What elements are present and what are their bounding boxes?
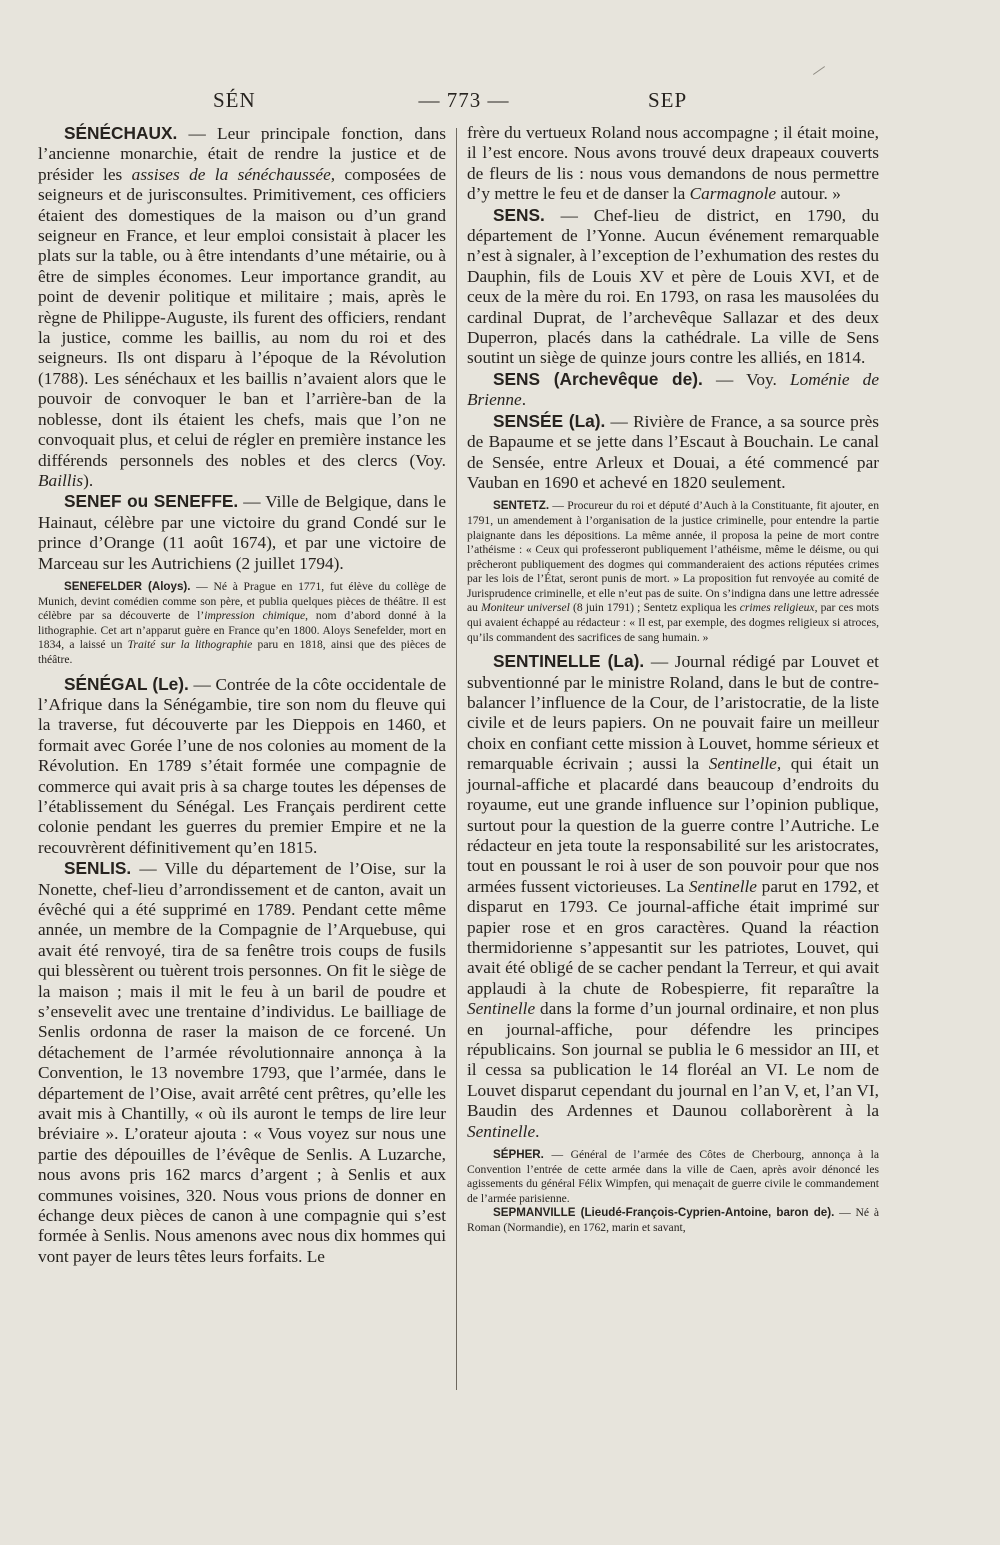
- entry-headword: SÉNÉCHAUX.: [64, 123, 178, 143]
- pencil-mark: [813, 66, 825, 75]
- entry-headword: SENTINELLE (La).: [493, 651, 645, 672]
- entry-senechaux: SÉNÉCHAUX. — Leur principale fonction, dans l’ancienne monarchie, était de rendre la justice et de présider les assises de la sénéchaussée, composées de seigneurs et de jurisconsultes. Primitivement, ces officiers étaient des domestiques de la maison ou d’un grand seigneur en France, et leur emploi consistait à placer les plats sur la table, ou à être intendants d’une métairie, ou à être de simples économes. Leur importance grandit, au point de devenir politique et militaire ; mais, après le règne de Philippe-Auguste, ils furent des officiers, rendant la justice, comme les baillis, au nom du roi et des seigneurs. Ils ont disparu à l’époque de la Révolution (1788). Les sénéchaux et les baillis n’avaient alors que le pouvoir de convoquer le ban et l’arrière-ban de la noblesse, dont ils étaient les chefs, mais que l’on ne convoquait plus, et celui de régler en première instance les différends personnels des nobles et des clercs (Voy. Baillis).: [38, 123, 447, 490]
- entry-sens: SENS. — Chef-lieu de district, en 1790, du département de l’Yonne. Aucun événement remarquable n’est à signaler, à l’exception de l’exhumation des restes du Dauphin, fils de Louis XV et père de Louis XVI, et de ceux de la mère du roi. En 1793, on rasa les mausolées du cardinal Duprat, de l’archevêque Sallazar et des deux Duperron, placés dans la cathédrale. La ville de Sens soutint un siège de quinze jours contre les alliés, en 1814.: [467, 204, 879, 368]
- entry-headword: SENSÉE (La).: [493, 410, 606, 431]
- right-column: [467, 123, 879, 1236]
- entry-senlis-continued: frère du vertueux Roland nous accompagne ; il était moine, il l’est encore. Nous avons trouvé deux drapeaux couverts de fleurs de lis : nous vous demandons de nous permettre d’y mettre le feu et de danser la Carmagnole autour. »: [467, 123, 879, 204]
- entry-senef: SENEF ou SENEFFE. — Ville de Belgique, dans le Hainaut, célèbre par une victoire du grand Condé sur le prince d’Orange (11 août 1674), et par une victoire de Marceau sur les Autrichiens (2 juillet 1794).: [38, 491, 446, 573]
- entry-headword: SENTETZ.: [493, 499, 550, 513]
- entry-headword: SENEFELDER (Aloys).: [64, 579, 191, 593]
- left-column: [38, 123, 446, 1267]
- page-number: — 773 —: [418, 88, 510, 112]
- entry-senlis: SENLIS. — Ville du département de l’Oise, sur la Nonette, chef-lieu d’arrondissement et de canton, avait un évêché qui a été supprimé en 1789. Pendant cette même année, un membre de la Compagnie de l’Arquebuse, qui avait été renvoyé, tira de sa fenêtre trois coups de fusils qui blessèrent ou tuèrent trois personnes. On fit le siège de la maison ; mais il mit le feu à un baril de poudre et s’ensevelit avec une trentaine d’individus. Le bailliage de Senlis ordonna de raser la maison de ce forcené. Un détachement de l’armée révolutionnaire annonça à la Convention, le 13 novembre 1793, que l’armée, dans le département de l’Oise, avait arrêté cent prêtres, qu’elle les avait mis à Chantilly, « où ils auront le temps de lire leur bréviaire ». L’orateur ajouta : « Vous voyez sur nous une partie des dépouilles de l’évêque de Senlis. A Luzarche, nous avons pris 162 marcs d’argent ; à Senlis et aux communes voisines, 320. Nous vous prions de donner en échange deux pièces de canon à une compagnie qui s’est formée à Senlis. Nous amenons avec nous dix hommes qui vont payer de leurs têtes leurs forfaits. Le: [38, 858, 446, 1266]
- entry-sentetz: SENTETZ. — Procureur du roi et député d’Auch à la Constituante, fit ajouter, en 1791, un amendement à l’organisation de la justice criminelle, pour entendre la partie plaignante dans les dépositions. La même année, il proposa la peine de mort contre l’athéisme : « Ceux qui professeront publiquement l’athéisme, même le déisme, ou qui prêcheront publiquement des dogmes qui commanderaient des actions réputées crimes par les lois de l’État, seront punis de mort. » La proposition fut renvoyée au comité de Jurisprudence criminelle, et elle n’eut pas de suite. On s’indigna dans une lettre adressée au Moniteur universel (8 juin 1791) ; Sentetz expliqua les crimes religieux, par ces mots qui avaient échappé au rédacteur : « Il est, par exemple, des dogmes religieux si atroces, qu’ils commandent des sacrifices de sang humain. »: [467, 499, 880, 644]
- entry-sensee: SENSÉE (La). — Rivière de France, a sa source près de Bapaume et se jette dans l’Escaut à Bouchain. Le canal de Sensée, entre Arleux et Douai, a été commencé par Vauban en 1690 et achevé en 1820 seulement.: [467, 410, 879, 492]
- entry-headword: SENLIS.: [64, 858, 132, 879]
- entry-sepmanville: SEPMANVILLE (Lieudé-François-Cyprien-Antoine, baron de). — Né à Roman (Normandie), en 1762, marin et savant,: [467, 1206, 879, 1234]
- entry-headword: SÉPHER.: [493, 1148, 544, 1161]
- entry-senefelder: SENEFELDER (Aloys). — Né à Prague en 1771, fut élève du collège de Munich, devint comédien comme son père, et publia quelques pièces de théâtre. Il est célèbre par sa découverte de l’impression chimique, nom d’abord donné à la lithographie. Cet art n’apparut guère en France qu’en 1800. Aloys Senefelder, mort en 1834, a laissé un Traité sur la lithographie paru en 1818, ainsi que des pièces de théâtre.: [38, 579, 447, 666]
- entry-senegal: SÉNÉGAL (Le). — Contrée de la côte occidentale de l’Afrique dans la Sénégambie, tire son nom du fleuve qui la traverse, fut découverte par les Dieppois en 1460, et formait avec Gorée l’une de nos colonies au moment de la Révolution. En 1789 s’était formée une compagnie de commerce qui avait pris à sa charge toutes les dépenses de l’établissement du Sénégal. Les Français perdirent cette colonie pendant les guerres du premier Empire et ne la recouvrèrent définitivement qu’en 1815.: [38, 673, 446, 857]
- running-head-right: SEP: [648, 88, 688, 112]
- column-divider: [456, 128, 457, 1390]
- entry-headword: SEPMANVILLE (Lieudé-François-Cyprien-Antoine, baron de).: [493, 1206, 835, 1220]
- entry-headword: SENS.: [493, 204, 545, 225]
- running-head-left: SÉN: [213, 88, 256, 112]
- entry-headword: SENEF ou SENEFFE.: [64, 491, 239, 512]
- entry-sepher: SÉPHER. — Général de l’armée des Côtes de Cherbourg, annonça à la Convention l’entrée de cette armée dans la ville de Caen, après avoir dénoncé les agissements du général Félix Wimpfen, qui menaçait de guerre civile le commandement de l’armée parisienne.: [467, 1148, 879, 1205]
- entry-sentinelle: SENTINELLE (La). — Journal rédigé par Louvet et subventionné par le ministre Roland, dans le but de contre-balancer l’influence de la Cour, de l’aristocratie, de la liste civile et de leurs papiers. On ne pouvait faire un meilleur choix en confiant cette mission à Louvet, homme sérieux et remarquable écrivain ; aussi la Sentinelle, qui était un journal-affiche et placardé dans beaucoup d’endroits du royaume, eut une grande influence sur l’opinion publique, surtout pour la question de la guerre contre l’Autriche. Le rédacteur en jeta toute la responsabilité sur les aristocrates, tout en poussant le roi à user de son pouvoir pour que nos armées fussent victorieuses. La Sentinelle parut en 1792, et disparut en 1793. Ce journal-affiche était imprimé sur papier rose et en gros caractères. Quand la réaction thermidorienne s’appesantit sur les patriotes, Louvet, qui avait été obligé de se cacher pendant la Terreur, et qui avait applaudi à la chute de Robespierre, fit reparaître la Sentinelle dans la forme d’un journal ordinaire, et non plus en journal-affiche, pour défendre les principes républicains. Son journal se publia le 6 messidor an III, et il cessa sa publication le 14 floréal an VI. Le nom de Louvet disparut cependant du journal en l’an V, et, l’an VI, Baudin des Ardennes et Daunou collaborèrent à la Sentinelle.: [467, 651, 879, 1141]
- entry-headword: SENS (Archevêque de).: [493, 368, 703, 389]
- entry-sens-archeveque: SENS (Archevêque de). — Voy. Loménie de Brienne.: [467, 368, 879, 410]
- entry-headword: SÉNÉGAL (Le).: [64, 673, 189, 694]
